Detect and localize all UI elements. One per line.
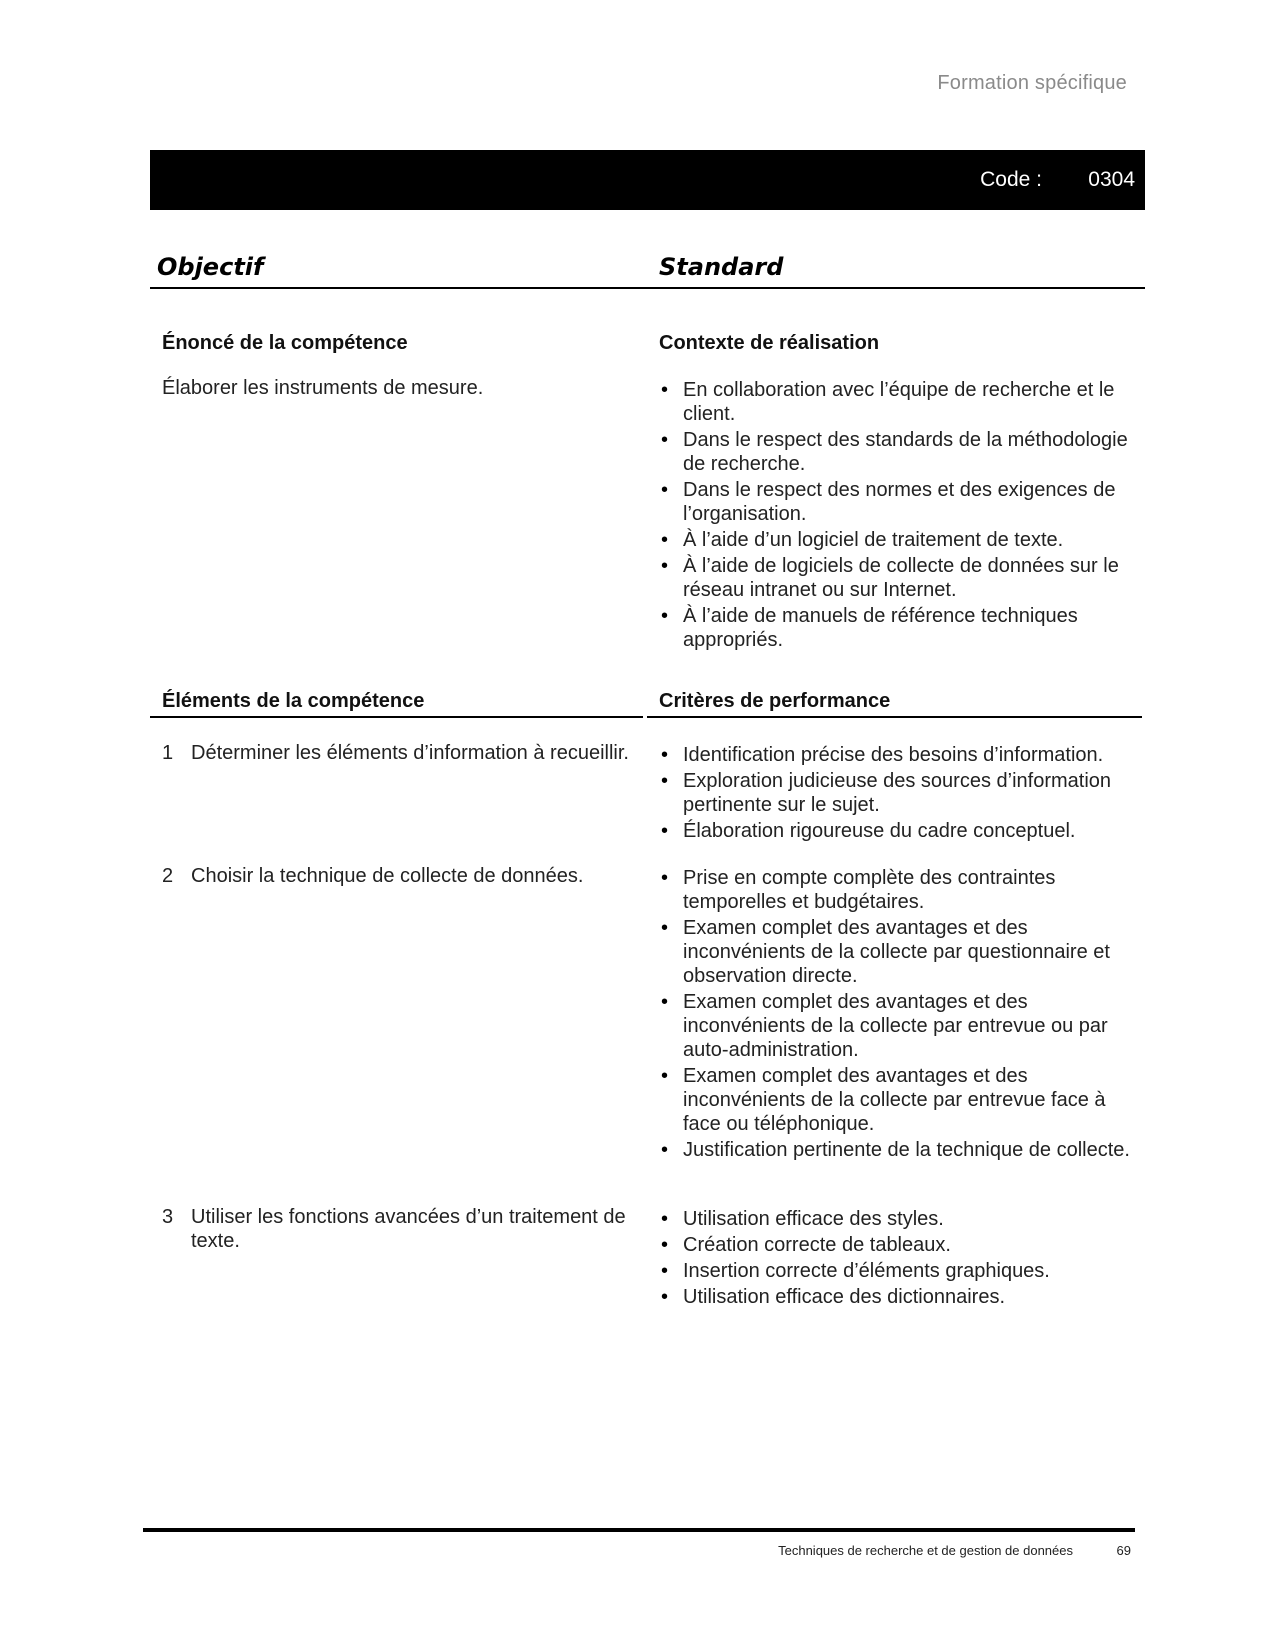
- list-item: • Utilisation efficace des styles.: [659, 1207, 1139, 1231]
- criteres-rule: [647, 716, 1142, 718]
- element-number: 3: [162, 1206, 174, 1228]
- list-item: • Prise en compte complète des contraintes temporelles et budgétaires.: [659, 866, 1139, 914]
- list-item: • Exploration judicieuse des sources d’information pertinente sur le sujet.: [659, 769, 1139, 817]
- list-item: • En collaboration avec l’équipe de recherche et le client.: [659, 378, 1129, 426]
- list-item: • Utilisation efficace des dictionnaires.: [659, 1285, 1139, 1309]
- list-item: • Justification pertinente de la technique de collecte.: [659, 1138, 1139, 1162]
- element-item: [162, 741, 632, 765]
- running-head: Formation spécifique: [937, 72, 1127, 94]
- elements-heading: Éléments de la compétence: [162, 690, 425, 712]
- contexte-heading: Contexte de réalisation: [659, 332, 880, 354]
- list-item: • À l’aide de manuels de référence techniques appropriés.: [659, 604, 1129, 652]
- code-label: Code :: [980, 168, 1042, 191]
- footer-title: Techniques de recherche et de gestion de données: [778, 1543, 1073, 1558]
- list-item: • Examen complet des avantages et des inconvénients de la collecte par entrevue ou par auto-administration.: [659, 990, 1139, 1062]
- element-text: Choisir la technique de collecte de données.: [191, 865, 584, 887]
- element-item: [162, 1205, 632, 1253]
- footer-rule: [143, 1528, 1135, 1532]
- standard-heading: Standard: [659, 253, 784, 281]
- enonce-heading: Énoncé de la compétence: [162, 332, 408, 354]
- element-number: 2: [162, 865, 174, 887]
- element-item: [162, 864, 632, 888]
- element-number: 1: [162, 742, 174, 764]
- element-text: Utiliser les fonctions avancées d’un traitement de texte.: [191, 1206, 626, 1252]
- elements-rule: [150, 716, 643, 718]
- criteres-list-3: [659, 1207, 1139, 1311]
- list-item: • Élaboration rigoureuse du cadre conceptuel.: [659, 819, 1139, 843]
- list-item: • Examen complet des avantages et des inconvénients de la collecte par questionnaire et observation directe.: [659, 916, 1139, 988]
- column-heading-rule: [150, 287, 1145, 289]
- list-item: • Dans le respect des standards de la méthodologie de recherche.: [659, 428, 1129, 476]
- list-item: • À l’aide d’un logiciel de traitement de texte.: [659, 528, 1129, 552]
- element-text: Déterminer les éléments d’information à recueillir.: [191, 742, 629, 764]
- contexte-list: [659, 378, 1129, 654]
- list-item: • Examen complet des avantages et des inconvénients de la collecte par entrevue face à face ou téléphonique.: [659, 1064, 1139, 1136]
- list-item: • Dans le respect des normes et des exigences de l’organisation.: [659, 478, 1129, 526]
- list-item: • Identification précise des besoins d’information.: [659, 743, 1139, 767]
- objectif-heading: Objectif: [157, 253, 264, 281]
- list-item: • Insertion correcte d’éléments graphiques.: [659, 1259, 1139, 1283]
- list-item: • Création correcte de tableaux.: [659, 1233, 1139, 1257]
- page-number: 69: [1116, 1543, 1131, 1558]
- enonce-text: Élaborer les instruments de mesure.: [162, 377, 484, 399]
- list-item: • À l’aide de logiciels de collecte de données sur le réseau intranet ou sur Internet.: [659, 554, 1129, 602]
- code-bar: [150, 150, 1145, 210]
- criteres-list-2: [659, 866, 1139, 1164]
- code-value: 0304: [1088, 168, 1135, 191]
- criteres-list-1: [659, 743, 1139, 845]
- criteres-heading: Critères de performance: [659, 690, 891, 712]
